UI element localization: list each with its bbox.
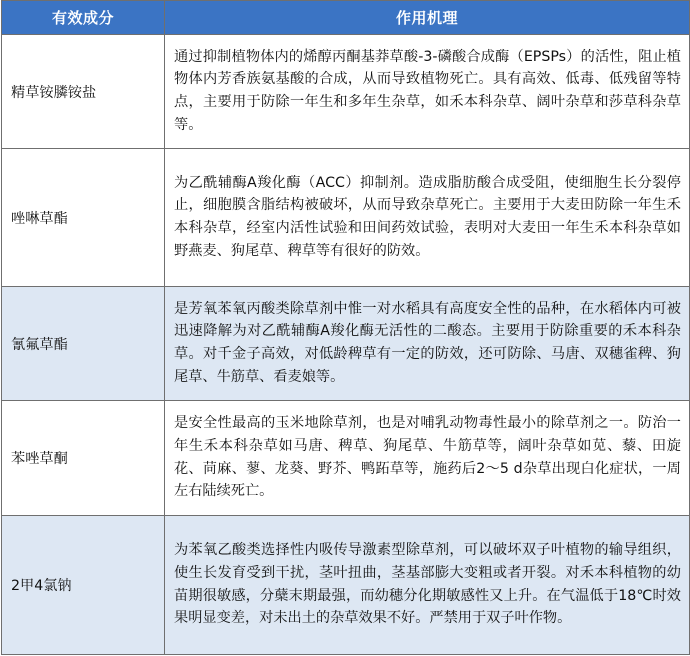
herbicide-table: [1, 0, 690, 655]
mechanism-text: 通过抑制植物体内的烯醇丙酮基莽草酸-3-磷酸合成酶（EPSPs）的活性，阻止植物体内芳香族氨基酸的合成，从而导致植物死亡。具有高效、低毒、低残留等特点，主要用于防除一年生和多年生杂草，如禾本科杂草、阔叶杂草和莎草科杂草等。: [165, 35, 690, 149]
mechanism-text: 为乙酰辅酶A羧化酶（ACC）抑制剂。造成脂肪酸合成受阻，使细胞生长分裂停止，细胞膜含脂结构被破坏，从而导致杂草死亡。主要用于大麦田防除一年生禾本科杂草，经室内活性试验和田间药效试验，表明对大麦田一年生禾本科杂草如野燕麦、狗尾草、稗草等有很好的防效。: [165, 149, 690, 287]
table-row: [2, 149, 690, 287]
ingredient-name: 氰氟草酯: [2, 287, 165, 401]
table-container: [1, 0, 689, 655]
ingredient-name: 2甲4氯钠: [2, 516, 165, 655]
mechanism-text: 是安全性最高的玉米地除草剂，也是对哺乳动物毒性最小的除草剂之一。防治一年生禾本科杂草如马唐、稗草、狗尾草、牛筋草等，阔叶杂草如苋、藜、田旋花、苘麻、蓼、龙葵、野芥、鸭跖草等，施药后2～5 d杂草出现白化症状，一周左右陆续死亡。: [165, 401, 690, 516]
ingredient-name: 精草铵膦铵盐: [2, 35, 165, 149]
header-active-ingredient: 有效成分: [2, 1, 165, 35]
ingredient-name: 唑啉草酯: [2, 149, 165, 287]
header-row: [2, 1, 690, 35]
table-row: [2, 516, 690, 655]
table-row: [2, 35, 690, 149]
header-mechanism: 作用机理: [165, 1, 690, 35]
table-row: [2, 401, 690, 516]
mechanism-text: 是芳氧苯氧丙酸类除草剂中惟一对水稻具有高度安全性的品种，在水稻体内可被迅速降解为对乙酰辅酶A羧化酶无活性的二酸态。主要用于防除重要的禾本科杂草。对千金子高效，对低龄稗草有一定的防效，还可防除、马唐、双穗雀稗、狗尾草、牛筋草、看麦娘等。: [165, 287, 690, 401]
table-row: [2, 287, 690, 401]
mechanism-text: 为苯氧乙酸类选择性内吸传导激素型除草剂，可以破坏双子叶植物的输导组织，使生长发育受到干扰，茎叶扭曲，茎基部膨大变粗或者开裂。对禾本科植物的幼苗期很敏感，分蘖末期最强，而幼穗分化期敏感性又上升。在气温低于18℃时效果明显变差，对未出土的杂草效果不好。严禁用于双子叶作物。: [165, 516, 690, 655]
ingredient-name: 苯唑草酮: [2, 401, 165, 516]
